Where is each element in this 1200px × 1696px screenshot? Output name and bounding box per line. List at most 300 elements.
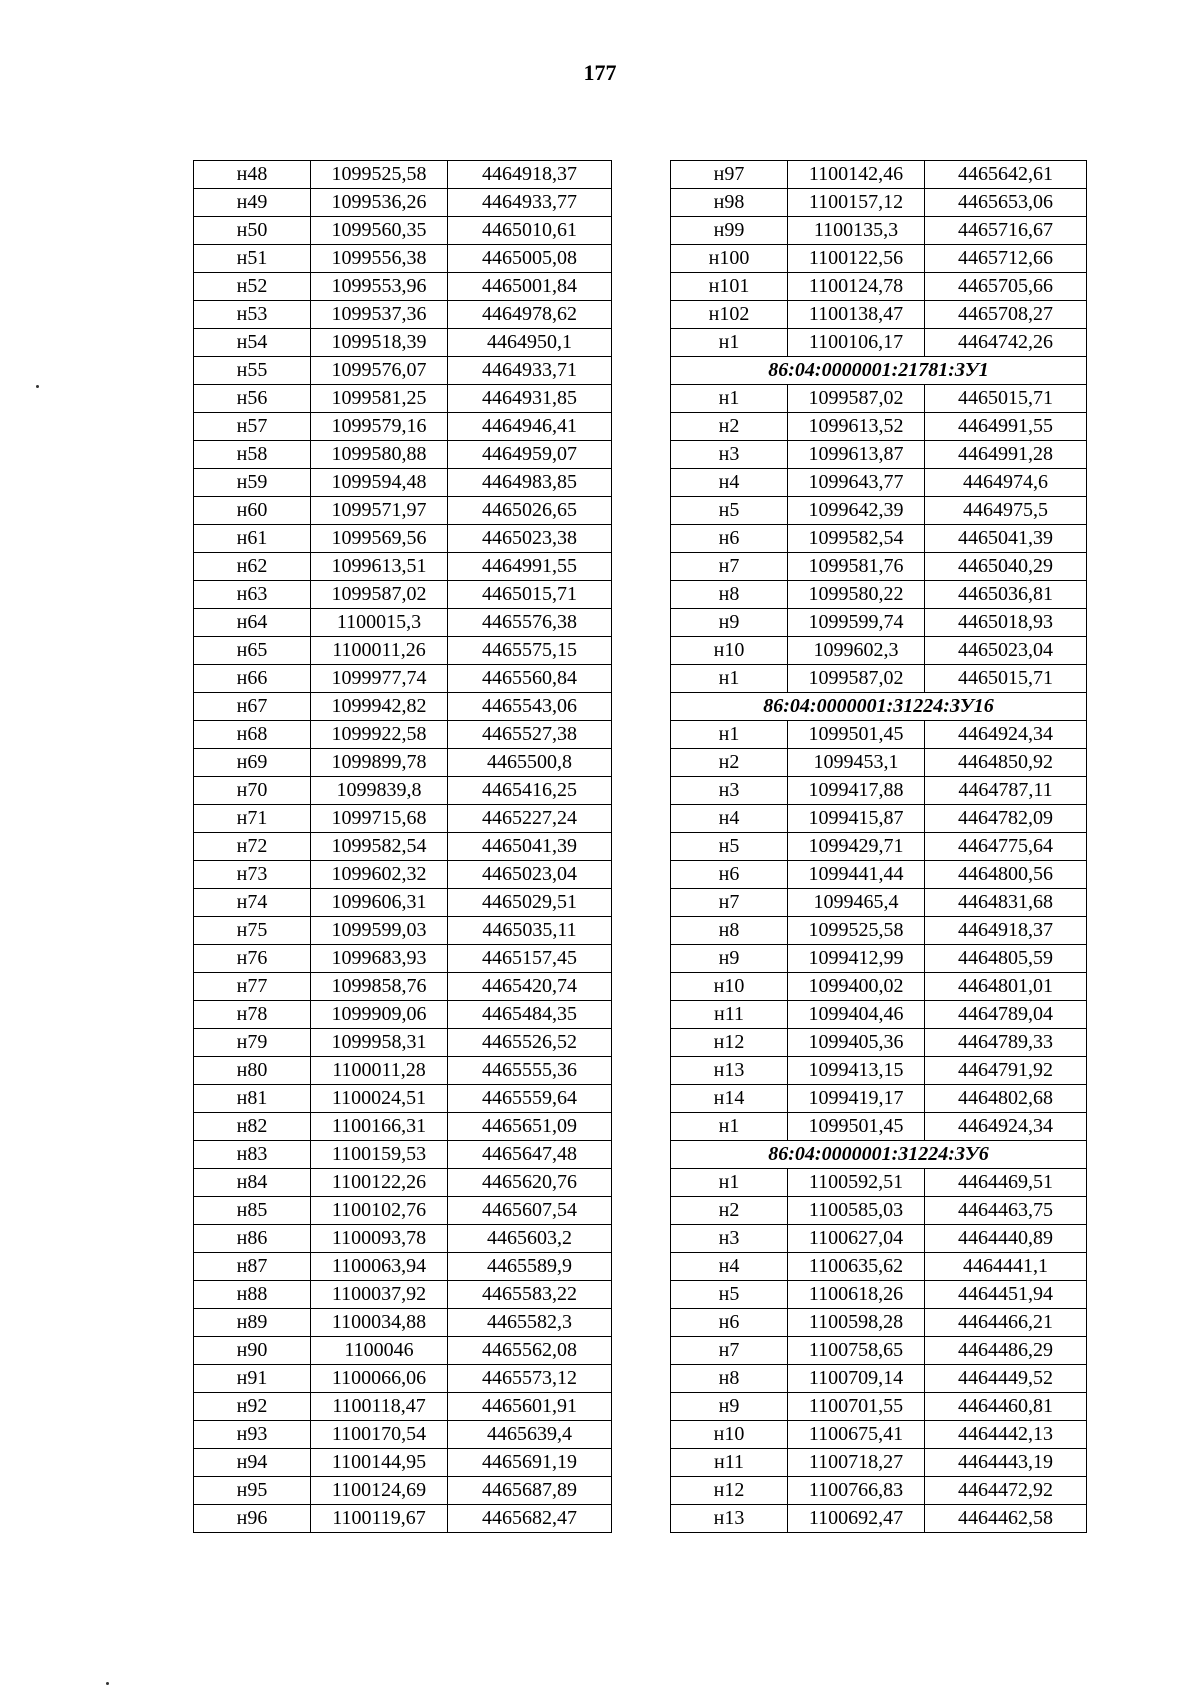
y-coordinate-cell: 4465576,38 (448, 609, 612, 637)
table-row (671, 721, 1087, 749)
point-id-cell: н7 (671, 553, 788, 581)
table-row (671, 469, 1087, 497)
y-coordinate-cell: 4464782,09 (925, 805, 1087, 833)
x-coordinate-cell: 1099404,46 (788, 1001, 925, 1029)
x-coordinate-cell: 1100635,62 (788, 1253, 925, 1281)
table-row (671, 637, 1087, 665)
point-id-cell: н5 (671, 1281, 788, 1309)
point-id-cell: н56 (194, 385, 311, 413)
x-coordinate-cell: 1099587,02 (788, 665, 925, 693)
point-id-cell: н99 (671, 217, 788, 245)
y-coordinate-cell: 4464472,92 (925, 1477, 1087, 1505)
table-row (671, 665, 1087, 693)
y-coordinate-cell: 4465620,76 (448, 1169, 612, 1197)
y-coordinate-cell: 4464789,04 (925, 1001, 1087, 1029)
y-coordinate-cell: 4465010,61 (448, 217, 612, 245)
x-coordinate-cell: 1099415,87 (788, 805, 925, 833)
point-id-cell: н63 (194, 581, 311, 609)
table-row (194, 1309, 612, 1337)
x-coordinate-cell: 1099580,22 (788, 581, 925, 609)
table-row (194, 469, 612, 497)
table-row (671, 1169, 1087, 1197)
y-coordinate-cell: 4464742,26 (925, 329, 1087, 357)
y-coordinate-cell: 4465015,71 (925, 665, 1087, 693)
y-coordinate-cell: 4464918,37 (448, 161, 612, 189)
x-coordinate-cell: 1099525,58 (311, 161, 448, 189)
point-id-cell: н94 (194, 1449, 311, 1477)
y-coordinate-cell: 4465705,66 (925, 273, 1087, 301)
table-row (194, 777, 612, 805)
x-coordinate-cell: 1100119,67 (311, 1505, 448, 1533)
y-coordinate-cell: 4464460,81 (925, 1393, 1087, 1421)
x-coordinate-cell: 1099501,45 (788, 1113, 925, 1141)
table-row (194, 665, 612, 693)
y-coordinate-cell: 4465015,71 (925, 385, 1087, 413)
point-id-cell: н85 (194, 1197, 311, 1225)
x-coordinate-cell: 1099400,02 (788, 973, 925, 1001)
x-coordinate-cell: 1100675,41 (788, 1421, 925, 1449)
point-id-cell: н91 (194, 1365, 311, 1393)
table-row (194, 1281, 612, 1309)
x-coordinate-cell: 1099587,02 (788, 385, 925, 413)
y-coordinate-cell: 4465527,38 (448, 721, 612, 749)
table-row (671, 441, 1087, 469)
point-id-cell: н49 (194, 189, 311, 217)
point-id-cell: н93 (194, 1421, 311, 1449)
table-row (671, 1505, 1087, 1533)
y-coordinate-cell: 4465005,08 (448, 245, 612, 273)
x-coordinate-cell: 1099977,74 (311, 665, 448, 693)
table-row (194, 749, 612, 777)
point-id-cell: н81 (194, 1085, 311, 1113)
table-row (194, 245, 612, 273)
table-row (194, 189, 612, 217)
y-coordinate-cell: 4465036,81 (925, 581, 1087, 609)
point-id-cell: н10 (671, 973, 788, 1001)
table-row (671, 833, 1087, 861)
y-coordinate-cell: 4464805,59 (925, 945, 1087, 973)
table-row (194, 357, 612, 385)
y-coordinate-cell: 4464933,77 (448, 189, 612, 217)
y-coordinate-cell: 4464462,58 (925, 1505, 1087, 1533)
y-coordinate-cell: 4464440,89 (925, 1225, 1087, 1253)
x-coordinate-cell: 1099613,51 (311, 553, 448, 581)
y-coordinate-cell: 4465603,2 (448, 1225, 612, 1253)
y-coordinate-cell: 4464983,85 (448, 469, 612, 497)
x-coordinate-cell: 1100627,04 (788, 1225, 925, 1253)
x-coordinate-cell: 1099839,8 (311, 777, 448, 805)
point-id-cell: н88 (194, 1281, 311, 1309)
table-row (671, 1281, 1087, 1309)
point-id-cell: н2 (671, 749, 788, 777)
y-coordinate-cell: 4465023,38 (448, 525, 612, 553)
table-row (671, 1477, 1087, 1505)
x-coordinate-cell: 1100618,26 (788, 1281, 925, 1309)
point-id-cell: н66 (194, 665, 311, 693)
y-coordinate-cell: 4465575,15 (448, 637, 612, 665)
point-id-cell: н77 (194, 973, 311, 1001)
y-coordinate-cell: 4465653,06 (925, 189, 1087, 217)
x-coordinate-cell: 1099405,36 (788, 1029, 925, 1057)
x-coordinate-cell: 1099419,17 (788, 1085, 925, 1113)
y-coordinate-cell: 4464831,68 (925, 889, 1087, 917)
table-row (671, 329, 1087, 357)
y-coordinate-cell: 4465607,54 (448, 1197, 612, 1225)
point-id-cell: н3 (671, 441, 788, 469)
y-coordinate-cell: 4464918,37 (925, 917, 1087, 945)
table-row (194, 273, 612, 301)
point-id-cell: н3 (671, 777, 788, 805)
point-id-cell: н4 (671, 1253, 788, 1281)
y-coordinate-cell: 4465583,22 (448, 1281, 612, 1309)
y-coordinate-cell: 4464449,52 (925, 1365, 1087, 1393)
y-coordinate-cell: 4464800,56 (925, 861, 1087, 889)
table-row (671, 1393, 1087, 1421)
table-row (194, 833, 612, 861)
point-id-cell: н83 (194, 1141, 311, 1169)
x-coordinate-cell: 1100124,78 (788, 273, 925, 301)
table-row (194, 1001, 612, 1029)
table-row (194, 1029, 612, 1057)
y-coordinate-cell: 4464924,34 (925, 1113, 1087, 1141)
point-id-cell: н9 (671, 945, 788, 973)
point-id-cell: н95 (194, 1477, 311, 1505)
y-coordinate-cell: 4464469,51 (925, 1169, 1087, 1197)
point-id-cell: н6 (671, 1309, 788, 1337)
table-row (671, 1421, 1087, 1449)
point-id-cell: н1 (671, 329, 788, 357)
point-id-cell: н67 (194, 693, 311, 721)
y-coordinate-cell: 4464933,71 (448, 357, 612, 385)
x-coordinate-cell: 1099642,39 (788, 497, 925, 525)
point-id-cell: н71 (194, 805, 311, 833)
point-id-cell: н51 (194, 245, 311, 273)
x-coordinate-cell: 1100024,51 (311, 1085, 448, 1113)
x-coordinate-cell: 1100758,65 (788, 1337, 925, 1365)
x-coordinate-cell: 1099643,77 (788, 469, 925, 497)
point-id-cell: н69 (194, 749, 311, 777)
table-row (194, 1393, 612, 1421)
point-id-cell: н54 (194, 329, 311, 357)
x-coordinate-cell: 1099599,03 (311, 917, 448, 945)
y-coordinate-cell: 4465018,93 (925, 609, 1087, 637)
table-row (671, 189, 1087, 217)
table-row (194, 637, 612, 665)
table-row (194, 861, 612, 889)
y-coordinate-cell: 4465041,39 (925, 525, 1087, 553)
x-coordinate-cell: 1099576,07 (311, 357, 448, 385)
x-coordinate-cell: 1099606,31 (311, 889, 448, 917)
y-coordinate-cell: 4465687,89 (448, 1477, 612, 1505)
y-coordinate-cell: 4464978,62 (448, 301, 612, 329)
x-coordinate-cell: 1100598,28 (788, 1309, 925, 1337)
table-row (671, 385, 1087, 413)
y-coordinate-cell: 4465682,47 (448, 1505, 612, 1533)
point-id-cell: н76 (194, 945, 311, 973)
y-coordinate-cell: 4464451,94 (925, 1281, 1087, 1309)
y-coordinate-cell: 4465573,12 (448, 1365, 612, 1393)
table-row (671, 1085, 1087, 1113)
y-coordinate-cell: 4464791,92 (925, 1057, 1087, 1085)
parcel-header-row (671, 357, 1087, 385)
table-row (671, 273, 1087, 301)
table-row (671, 553, 1087, 581)
coordinates-table-left (193, 160, 612, 1533)
point-id-cell: н86 (194, 1225, 311, 1253)
table-row (194, 1337, 612, 1365)
y-coordinate-cell: 4465001,84 (448, 273, 612, 301)
table-row (671, 777, 1087, 805)
y-coordinate-cell: 4465157,45 (448, 945, 612, 973)
x-coordinate-cell: 1099569,56 (311, 525, 448, 553)
point-id-cell: н87 (194, 1253, 311, 1281)
table-row (671, 917, 1087, 945)
point-id-cell: н82 (194, 1113, 311, 1141)
point-id-cell: н60 (194, 497, 311, 525)
y-coordinate-cell: 4464463,75 (925, 1197, 1087, 1225)
x-coordinate-cell: 1099599,74 (788, 609, 925, 637)
y-coordinate-cell: 4465560,84 (448, 665, 612, 693)
table-row (671, 1309, 1087, 1337)
y-coordinate-cell: 4465589,9 (448, 1253, 612, 1281)
table-row (194, 1421, 612, 1449)
table-row (194, 1113, 612, 1141)
point-id-cell: н57 (194, 413, 311, 441)
point-id-cell: н11 (671, 1001, 788, 1029)
x-coordinate-cell: 1100142,46 (788, 161, 925, 189)
point-id-cell: н102 (671, 301, 788, 329)
x-coordinate-cell: 1099582,54 (311, 833, 448, 861)
point-id-cell: н98 (671, 189, 788, 217)
x-coordinate-cell: 1100157,12 (788, 189, 925, 217)
y-coordinate-cell: 4464946,41 (448, 413, 612, 441)
table-row (194, 1085, 612, 1113)
x-coordinate-cell: 1100046 (311, 1337, 448, 1365)
point-id-cell: н1 (671, 385, 788, 413)
x-coordinate-cell: 1099587,02 (311, 581, 448, 609)
x-coordinate-cell: 1099580,88 (311, 441, 448, 469)
point-id-cell: н92 (194, 1393, 311, 1421)
x-coordinate-cell: 1100063,94 (311, 1253, 448, 1281)
y-coordinate-cell: 4464924,34 (925, 721, 1087, 749)
y-coordinate-cell: 4464486,29 (925, 1337, 1087, 1365)
point-id-cell: н74 (194, 889, 311, 917)
table-row (194, 973, 612, 1001)
table-row (194, 693, 612, 721)
table-row (194, 441, 612, 469)
point-id-cell: н78 (194, 1001, 311, 1029)
x-coordinate-cell: 1100118,47 (311, 1393, 448, 1421)
x-coordinate-cell: 1100011,28 (311, 1057, 448, 1085)
table-row (194, 721, 612, 749)
table-row (194, 945, 612, 973)
point-id-cell: н62 (194, 553, 311, 581)
y-coordinate-cell: 4465691,19 (448, 1449, 612, 1477)
point-id-cell: н50 (194, 217, 311, 245)
point-id-cell: н65 (194, 637, 311, 665)
x-coordinate-cell: 1099453,1 (788, 749, 925, 777)
x-coordinate-cell: 1100034,88 (311, 1309, 448, 1337)
y-coordinate-cell: 4465015,71 (448, 581, 612, 609)
y-coordinate-cell: 4464801,01 (925, 973, 1087, 1001)
y-coordinate-cell: 4465708,27 (925, 301, 1087, 329)
x-coordinate-cell: 1100766,83 (788, 1477, 925, 1505)
point-id-cell: н11 (671, 1449, 788, 1477)
y-coordinate-cell: 4465227,24 (448, 805, 612, 833)
y-coordinate-cell: 4465555,36 (448, 1057, 612, 1085)
y-coordinate-cell: 4464789,33 (925, 1029, 1087, 1057)
x-coordinate-cell: 1100037,92 (311, 1281, 448, 1309)
y-coordinate-cell: 4464974,6 (925, 469, 1087, 497)
y-coordinate-cell: 4465023,04 (448, 861, 612, 889)
x-coordinate-cell: 1099518,39 (311, 329, 448, 357)
point-id-cell: н6 (671, 525, 788, 553)
y-coordinate-cell: 4465526,52 (448, 1029, 612, 1057)
table-row (194, 1253, 612, 1281)
x-coordinate-cell: 1099560,35 (311, 217, 448, 245)
x-coordinate-cell: 1100170,54 (311, 1421, 448, 1449)
table-row (194, 889, 612, 917)
y-coordinate-cell: 4465559,64 (448, 1085, 612, 1113)
x-coordinate-cell: 1099579,16 (311, 413, 448, 441)
x-coordinate-cell: 1099581,76 (788, 553, 925, 581)
x-coordinate-cell: 1099958,31 (311, 1029, 448, 1057)
point-id-cell: н5 (671, 833, 788, 861)
table-row (194, 553, 612, 581)
x-coordinate-cell: 1099602,3 (788, 637, 925, 665)
point-id-cell: н73 (194, 861, 311, 889)
point-id-cell: н2 (671, 1197, 788, 1225)
y-coordinate-cell: 4465026,65 (448, 497, 612, 525)
table-row (671, 945, 1087, 973)
table-row (194, 1449, 612, 1477)
y-coordinate-cell: 4464991,55 (448, 553, 612, 581)
point-id-cell: н58 (194, 441, 311, 469)
point-id-cell: н10 (671, 637, 788, 665)
y-coordinate-cell: 4464931,85 (448, 385, 612, 413)
point-id-cell: н55 (194, 357, 311, 385)
y-coordinate-cell: 4465642,61 (925, 161, 1087, 189)
parcel-header-row (671, 693, 1087, 721)
x-coordinate-cell: 1100692,47 (788, 1505, 925, 1533)
coordinates-table-right-body (671, 161, 1087, 1533)
point-id-cell: н6 (671, 861, 788, 889)
table-row (671, 245, 1087, 273)
point-id-cell: н9 (671, 1393, 788, 1421)
table-row (194, 525, 612, 553)
x-coordinate-cell: 1100718,27 (788, 1449, 925, 1477)
x-coordinate-cell: 1099582,54 (788, 525, 925, 553)
x-coordinate-cell: 1099537,36 (311, 301, 448, 329)
x-coordinate-cell: 1099417,88 (788, 777, 925, 805)
x-coordinate-cell: 1100093,78 (311, 1225, 448, 1253)
y-coordinate-cell: 4464441,1 (925, 1253, 1087, 1281)
point-id-cell: н4 (671, 469, 788, 497)
y-coordinate-cell: 4464466,21 (925, 1309, 1087, 1337)
x-coordinate-cell: 1099465,4 (788, 889, 925, 917)
table-row (194, 497, 612, 525)
point-id-cell: н84 (194, 1169, 311, 1197)
y-coordinate-cell: 4465712,66 (925, 245, 1087, 273)
y-coordinate-cell: 4464443,19 (925, 1449, 1087, 1477)
y-coordinate-cell: 4465601,91 (448, 1393, 612, 1421)
x-coordinate-cell: 1100015,3 (311, 609, 448, 637)
point-id-cell: н75 (194, 917, 311, 945)
x-coordinate-cell: 1100138,47 (788, 301, 925, 329)
table-row (671, 1225, 1087, 1253)
table-row (671, 497, 1087, 525)
point-id-cell: н4 (671, 805, 788, 833)
point-id-cell: н53 (194, 301, 311, 329)
point-id-cell: н1 (671, 665, 788, 693)
parcel-cadastral-number: 86:04:0000001:21781:ЗУ1 (671, 357, 1087, 385)
x-coordinate-cell: 1099683,93 (311, 945, 448, 973)
x-coordinate-cell: 1099413,15 (788, 1057, 925, 1085)
point-id-cell: н48 (194, 161, 311, 189)
scan-speck (36, 385, 39, 388)
table-row (194, 1141, 612, 1169)
y-coordinate-cell: 4464850,92 (925, 749, 1087, 777)
point-id-cell: н70 (194, 777, 311, 805)
table-row (194, 1477, 612, 1505)
x-coordinate-cell: 1099553,96 (311, 273, 448, 301)
point-id-cell: н97 (671, 161, 788, 189)
table-row (194, 217, 612, 245)
y-coordinate-cell: 4465420,74 (448, 973, 612, 1001)
table-row (671, 1337, 1087, 1365)
table-row (671, 301, 1087, 329)
parcel-cadastral-number: 86:04:0000001:31224:ЗУ16 (671, 693, 1087, 721)
y-coordinate-cell: 4464775,64 (925, 833, 1087, 861)
table-row (194, 161, 612, 189)
x-coordinate-cell: 1099613,87 (788, 441, 925, 469)
page-number: 177 (583, 60, 617, 85)
y-coordinate-cell: 4465029,51 (448, 889, 612, 917)
point-id-cell: н8 (671, 1365, 788, 1393)
x-coordinate-cell: 1100122,56 (788, 245, 925, 273)
table-row (671, 805, 1087, 833)
x-coordinate-cell: 1100135,3 (788, 217, 925, 245)
point-id-cell: н64 (194, 609, 311, 637)
table-row (671, 1449, 1087, 1477)
table-row (671, 1057, 1087, 1085)
point-id-cell: н8 (671, 917, 788, 945)
table-row (194, 1057, 612, 1085)
x-coordinate-cell: 1099602,32 (311, 861, 448, 889)
point-id-cell: н89 (194, 1309, 311, 1337)
x-coordinate-cell: 1099571,97 (311, 497, 448, 525)
x-coordinate-cell: 1099536,26 (311, 189, 448, 217)
x-coordinate-cell: 1100122,26 (311, 1169, 448, 1197)
x-coordinate-cell: 1100066,06 (311, 1365, 448, 1393)
coordinates-table-left-body (194, 161, 612, 1533)
point-id-cell: н1 (671, 1169, 788, 1197)
y-coordinate-cell: 4465582,3 (448, 1309, 612, 1337)
table-row (194, 581, 612, 609)
y-coordinate-cell: 4465651,09 (448, 1113, 612, 1141)
point-id-cell: н79 (194, 1029, 311, 1057)
table-row (194, 329, 612, 357)
point-id-cell: н72 (194, 833, 311, 861)
point-id-cell: н59 (194, 469, 311, 497)
x-coordinate-cell: 1099613,52 (788, 413, 925, 441)
x-coordinate-cell: 1100144,95 (311, 1449, 448, 1477)
table-row (194, 413, 612, 441)
x-coordinate-cell: 1100159,53 (311, 1141, 448, 1169)
table-row (671, 1113, 1087, 1141)
x-coordinate-cell: 1099429,71 (788, 833, 925, 861)
y-coordinate-cell: 4464802,68 (925, 1085, 1087, 1113)
